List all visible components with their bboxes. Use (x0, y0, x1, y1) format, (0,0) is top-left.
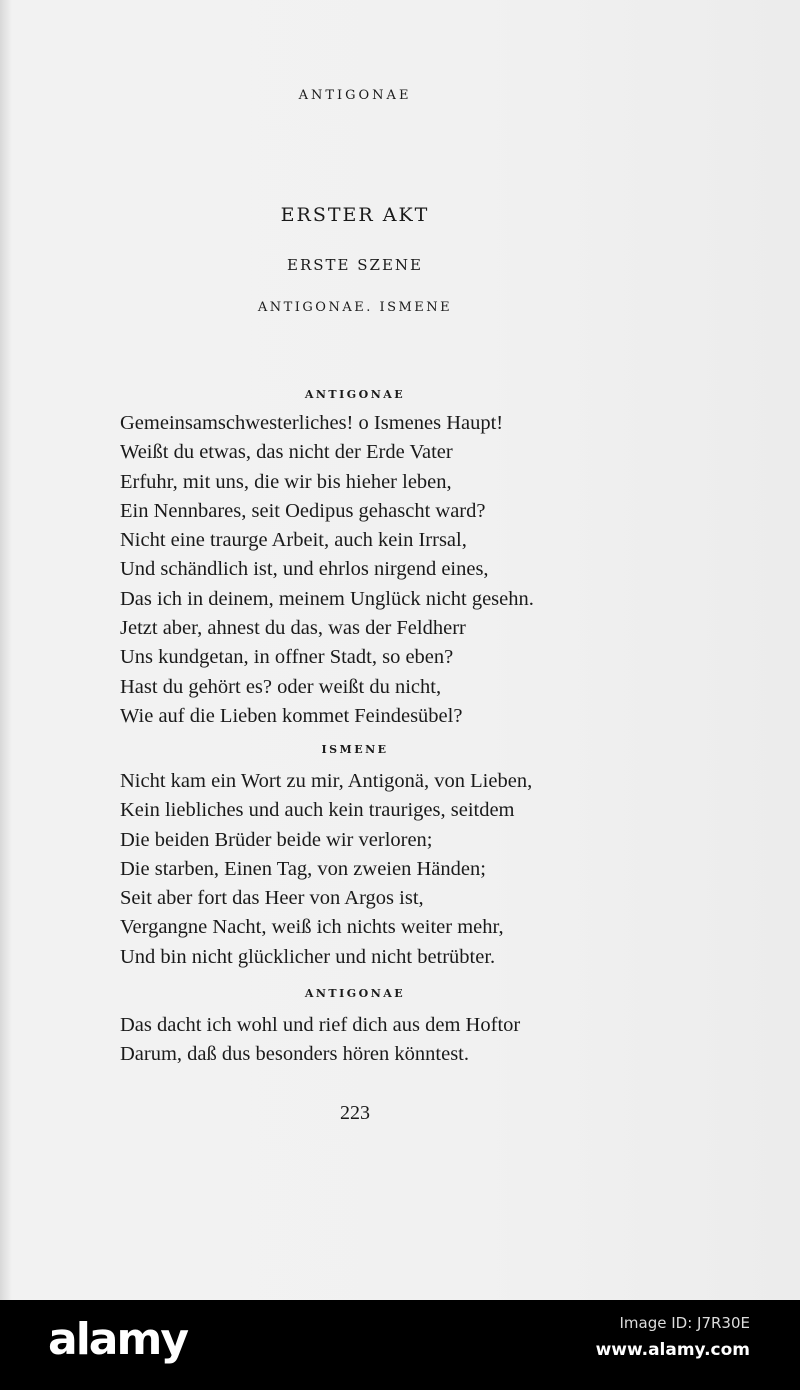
running-head: ANTIGONAE (298, 88, 412, 103)
verse-line: Nicht eine traurge Arbeit, auch kein Irrsal, (120, 529, 467, 552)
watermark-bar (0, 1300, 800, 1390)
speaker-label: ANTIGONAE (304, 987, 406, 1000)
verse-line: Ein Nennbares, seit Oedipus gehascht ward? (120, 499, 486, 522)
verse-line: Die beiden Brüder beide wir verloren; (120, 828, 433, 851)
speaker-label: ISMENE (321, 743, 389, 756)
verse-line: Seit aber fort das Heer von Argos ist, (120, 887, 424, 910)
dramatis-personae: ANTIGONAE. ISMENE (257, 300, 453, 315)
speech-block (120, 767, 532, 972)
verse-line: Und bin nicht glücklicher und nicht betrübter. (120, 945, 496, 968)
verse-line: Wie auf die Lieben kommet Feindesübel? (120, 704, 463, 727)
speaker-label: ANTIGONAE (304, 388, 406, 401)
verse-line: Das ich in deinem, meinem Unglück nicht gesehn. (120, 587, 534, 610)
page-number: 223 (340, 1102, 370, 1124)
verse-line: Die starben, Einen Tag, von zweien Händen; (120, 857, 486, 880)
speech-block (120, 1011, 520, 1070)
verse-line: Darum, daß dus besonders hören könntest. (120, 1043, 470, 1066)
verse-line: Vergangne Nacht, weiß ich nichts weiter mehr, (120, 916, 504, 939)
watermark-url: www.alamy.com (595, 1340, 750, 1360)
verse-line: Nicht kam ein Wort zu mir, Antigonä, von Lieben, (120, 770, 533, 792)
image-id: Image ID: J7R30E (619, 1314, 750, 1332)
verse-line: Hast du gehört es? oder weißt du nicht, (120, 675, 442, 698)
speech-block (120, 409, 534, 731)
alamy-logo: alamy (48, 1314, 187, 1365)
verse-line: Erfuhr, mit uns, die wir bis hieher leben, (120, 470, 452, 493)
verse-line: Jetzt aber, ahnest du das, was der Feldherr (120, 617, 466, 640)
verse-line: Das dacht ich wohl und rief dich aus dem Hoftor (120, 1014, 521, 1036)
verse-line: Weißt du etwas, das nicht der Erde Vater (120, 441, 453, 464)
act-title: ERSTER AKT (280, 204, 430, 226)
scene-title: ERSTE SZENE (287, 256, 423, 274)
verse-line: Uns kundgetan, in offner Stadt, so eben? (120, 646, 454, 669)
verse-line: Kein liebliches und auch kein trauriges, seitdem (120, 799, 515, 822)
verse-line: Gemeinsamschwesterliches! o Ismenes Haupt! (120, 412, 504, 434)
verse-line: Und schändlich ist, und ehrlos nirgend eines, (120, 558, 489, 581)
